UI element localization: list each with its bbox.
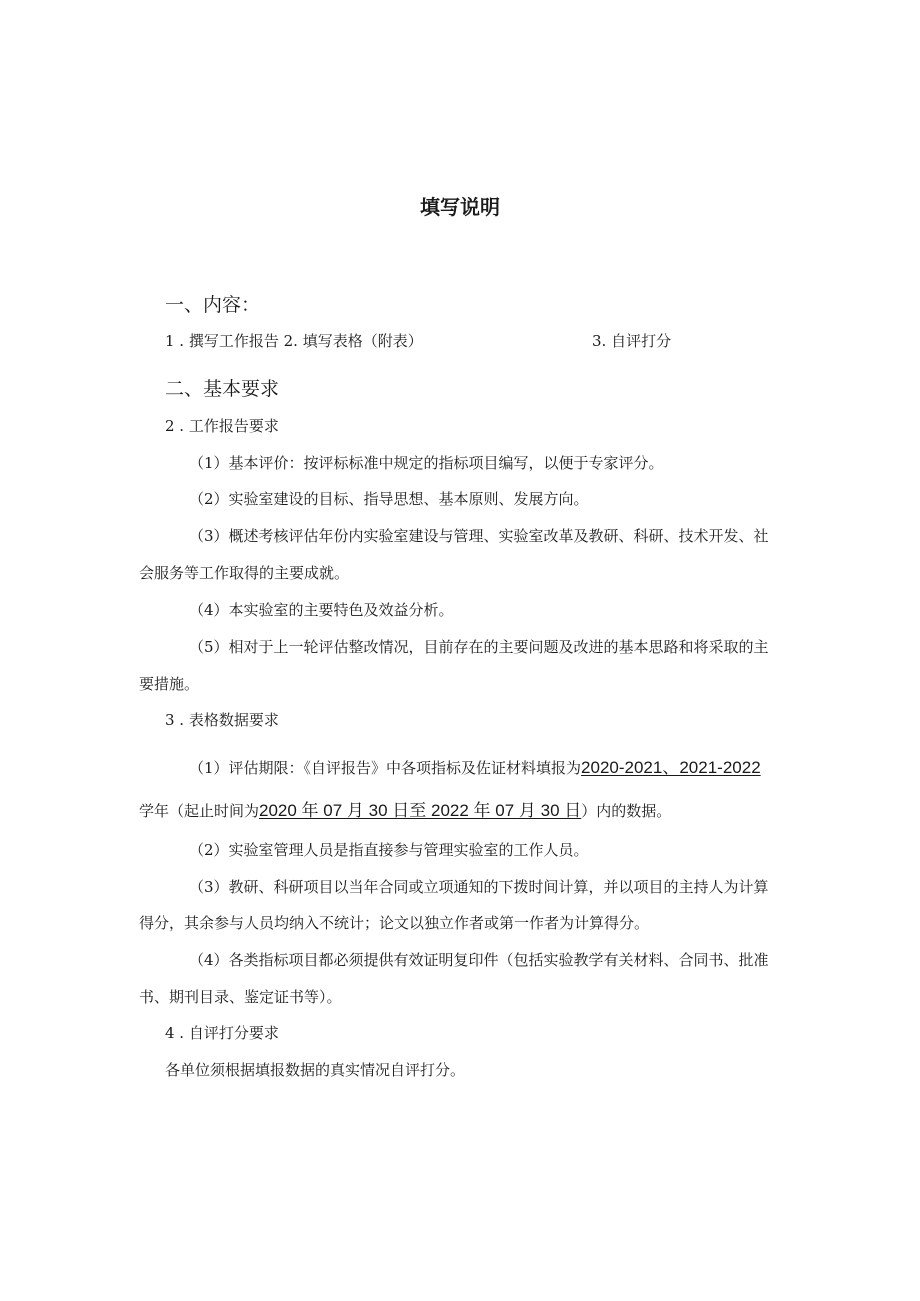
paragraph-2-2: （2）实验室建设的目标、指导思想、基本原则、发展方向。: [189, 490, 589, 508]
subsection-3-label: 3 . 表格数据要求: [165, 711, 279, 729]
content-items-1-2: 1 . 撰写工作报告 2. 填写表格（附表）: [165, 332, 423, 350]
page-title: 填写说明: [420, 195, 500, 219]
paragraph-2-3-line-2: 会服务等工作取得的主要成就。: [139, 564, 350, 582]
paragraph-3-3-line-1: （3）教研、科研项目以当年合同或立项通知的下拨时间计算，并以项目的主持人为计算: [189, 878, 769, 896]
paragraph-3-1-prefix: （1）评估期限：《自评报告》中各项指标及佐证材料填报为: [189, 759, 582, 777]
paragraph-2-3-line-1: （3）概述考核评估年份内实验室建设与管理、实验室改革及教研、科研、技术开发、社: [189, 527, 769, 545]
paragraph-4-1: 各单位须根据填报数据的真实情况自评打分。: [165, 1061, 466, 1079]
paragraph-3-1-l2-suffix: ）内的数据。: [581, 802, 672, 820]
paragraph-3-1-line-2: [139, 801, 671, 821]
paragraph-2-4: （4）本实验室的主要特色及效益分析。: [189, 601, 454, 619]
paragraph-3-4-line-2: 书、期刊目录、鉴定证书等）。: [139, 988, 342, 1006]
content-item-3: 3. 自评打分: [592, 332, 672, 350]
paragraph-3-1-line-1: [189, 758, 761, 778]
section-2-heading: 二、基本要求: [165, 378, 280, 400]
assessment-date-range: 2020 年 07 月 30 日至 2022 年 07 月 30 日: [259, 801, 582, 820]
paragraph-2-5-line-1: （5）相对于上一轮评估整改情况，目前存在的主要问题及改进的基本思路和将采取的主: [189, 638, 769, 656]
paragraph-3-3-line-2: 得分，其余参与人员均纳入不统计；论文以独立作者或第一作者为计算得分。: [139, 914, 650, 932]
assessment-years: 2020-2021、2021-2022: [581, 758, 761, 777]
paragraph-3-1-l2-prefix: 学年（起止时间为: [139, 802, 260, 820]
subsection-2-label: 2 . 工作报告要求: [165, 417, 279, 435]
section-1-heading: 一、内容：: [165, 294, 261, 316]
subsection-4-label: 4 . 自评打分要求: [165, 1024, 279, 1042]
paragraph-3-2: （2）实验室管理人员是指直接参与管理实验室的工作人员。: [189, 841, 589, 859]
paragraph-2-5-line-2: 要措施。: [139, 675, 200, 693]
paragraph-3-4-line-1: （4）各类指标项目都必须提供有效证明复印件（包括实验教学有关材料、合同书、批准: [189, 951, 769, 969]
paragraph-2-1: （1）基本评价：按评标标准中规定的指标项目编写，以便于专家评分。: [189, 454, 664, 472]
